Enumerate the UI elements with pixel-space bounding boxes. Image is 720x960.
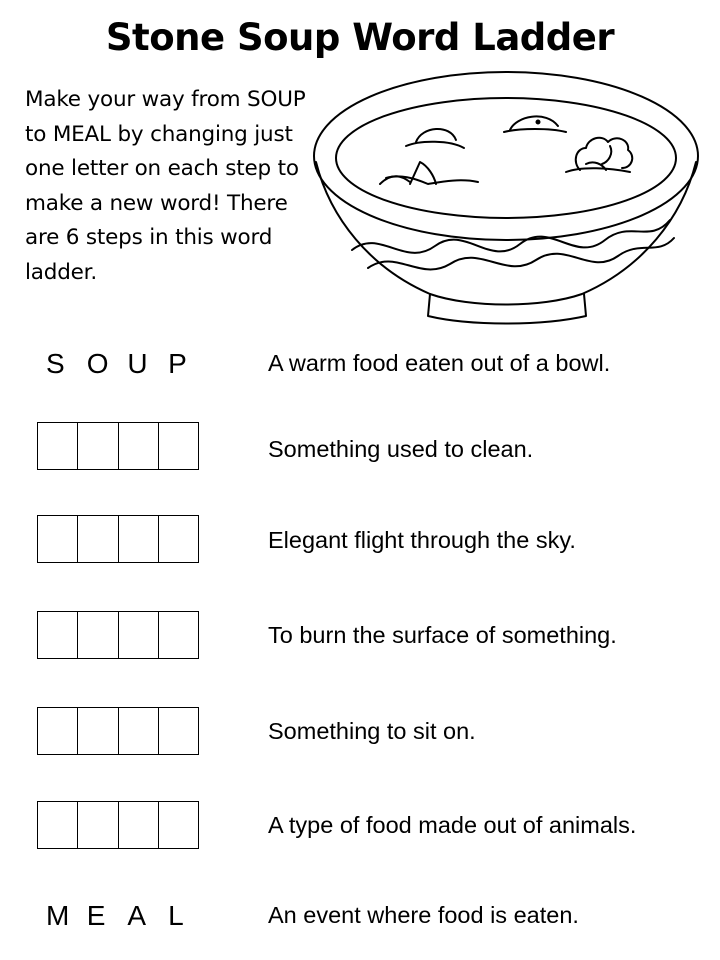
answer-boxes-4 bbox=[37, 707, 199, 755]
clue-text: Something to sit on. bbox=[268, 718, 476, 744]
answer-boxes-5 bbox=[37, 801, 199, 849]
letter-box[interactable] bbox=[159, 708, 198, 754]
letter-box[interactable] bbox=[38, 612, 78, 658]
letter-box[interactable] bbox=[38, 708, 78, 754]
clue-text: A type of food made out of animals. bbox=[268, 812, 637, 838]
letter-box[interactable] bbox=[119, 802, 159, 848]
word-letter: A bbox=[127, 900, 147, 931]
clue-text: An event where food is eaten. bbox=[268, 902, 579, 928]
end-word bbox=[46, 900, 216, 932]
letter-box[interactable] bbox=[119, 708, 159, 754]
clue-text: To burn the surface of something. bbox=[268, 622, 617, 648]
letter-box[interactable] bbox=[78, 612, 118, 658]
answer-boxes-2 bbox=[37, 515, 199, 563]
word-letter: M bbox=[46, 900, 70, 931]
soup-bowl-icon bbox=[310, 68, 702, 332]
letter-box[interactable] bbox=[159, 516, 198, 562]
start-word bbox=[46, 348, 216, 380]
page-title: Stone Soup Word Ladder bbox=[105, 16, 615, 59]
letter-box[interactable] bbox=[78, 423, 118, 469]
letter-box[interactable] bbox=[159, 612, 198, 658]
letter-box[interactable] bbox=[159, 802, 198, 848]
word-letter: S bbox=[46, 348, 65, 379]
letter-box[interactable] bbox=[78, 802, 118, 848]
letter-box[interactable] bbox=[119, 516, 159, 562]
clue-text: Elegant flight through the sky. bbox=[268, 527, 576, 553]
letter-box[interactable] bbox=[38, 423, 78, 469]
word-letter: P bbox=[168, 348, 187, 379]
letter-box[interactable] bbox=[159, 423, 198, 469]
clue-text: A warm food eaten out of a bowl. bbox=[268, 350, 611, 376]
word-letter: E bbox=[86, 900, 106, 931]
word-letter: O bbox=[86, 348, 109, 379]
word-letter: U bbox=[127, 348, 148, 379]
letter-box[interactable] bbox=[78, 516, 118, 562]
instructions-text: Make your way from SOUP to MEAL by changing just one letter on each step to make a new word! There are 6 steps in this word ladder. bbox=[25, 87, 306, 285]
letter-box[interactable] bbox=[38, 802, 78, 848]
letter-box[interactable] bbox=[119, 612, 159, 658]
clue-text: Something used to clean. bbox=[268, 436, 534, 462]
answer-boxes-1 bbox=[37, 422, 199, 470]
letter-box[interactable] bbox=[38, 516, 78, 562]
word-letter: L bbox=[168, 900, 184, 931]
letter-box[interactable] bbox=[119, 423, 159, 469]
letter-box[interactable] bbox=[78, 708, 118, 754]
answer-boxes-3 bbox=[37, 611, 199, 659]
